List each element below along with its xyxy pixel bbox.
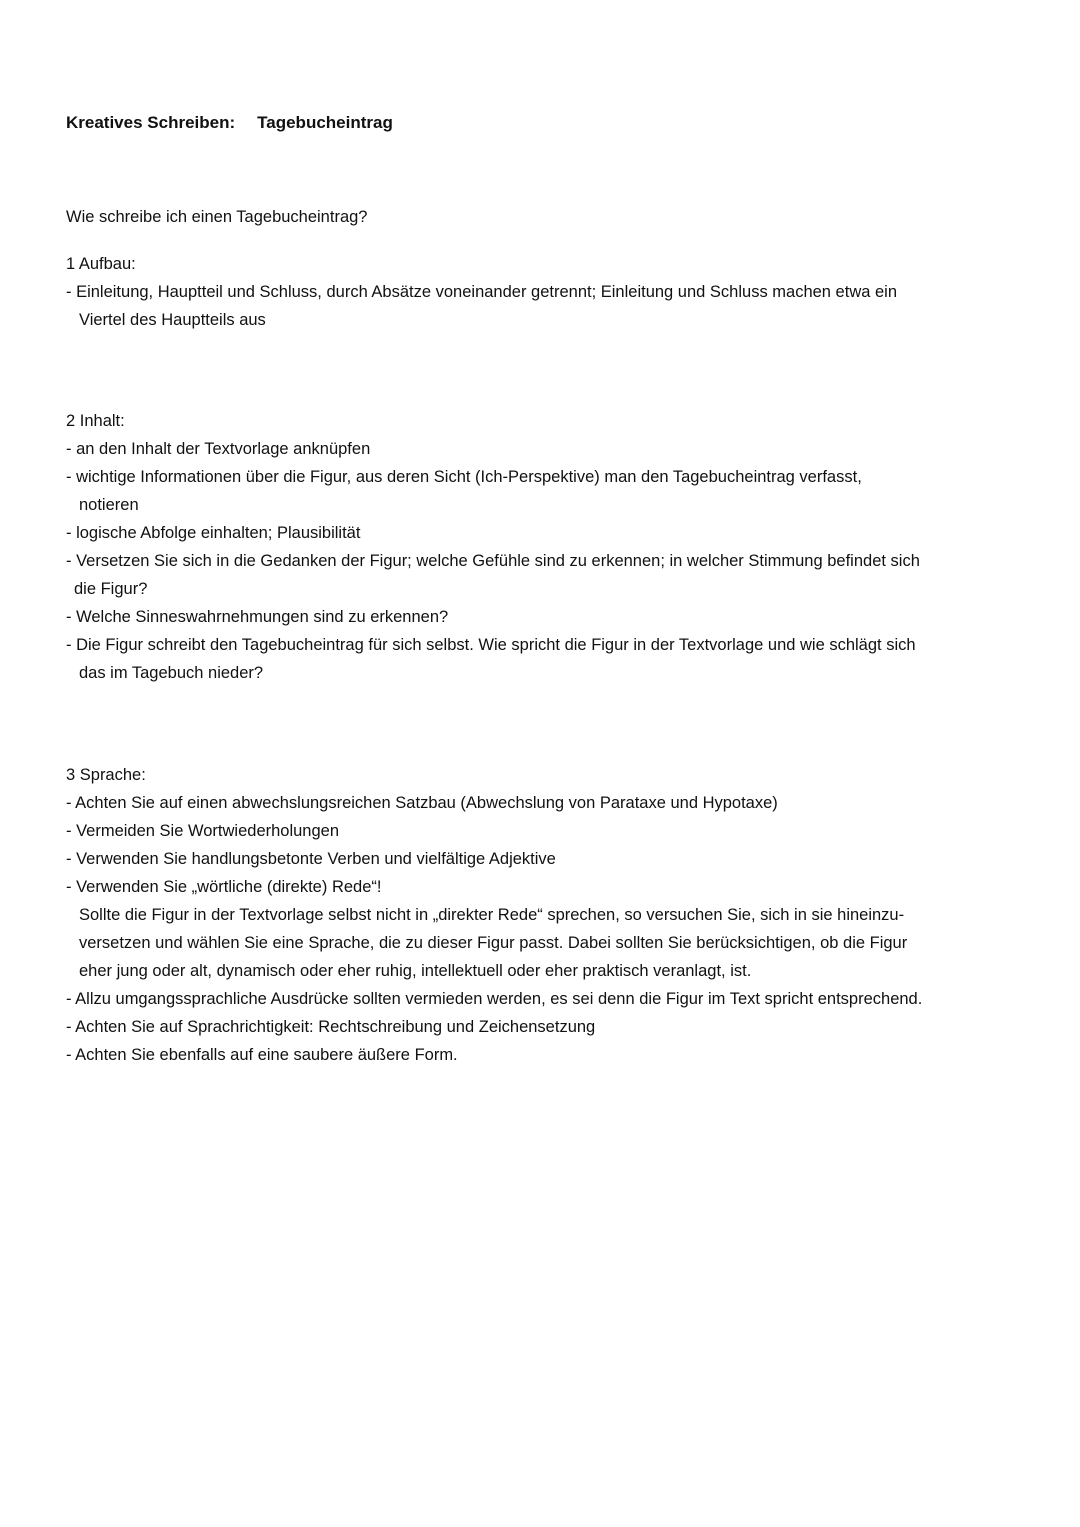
section-heading-aufbau: 1 Aufbau: [66, 255, 136, 273]
list-item: - Vermeiden Sie Wortwiederholungen [66, 822, 340, 840]
title-right: Tagebucheintrag [257, 113, 393, 132]
guiding-question: Wie schreibe ich einen Tagebucheintrag? [66, 208, 368, 226]
list-item-continuation: versetzen und wählen Sie eine Sprache, die zu dieser Figur passt. Dabei sollten Sie berücksichtigen, ob die Figur [79, 934, 908, 952]
list-item-continuation: die Figur? [74, 580, 148, 598]
list-item: - Verwenden Sie handlungsbetonte Verben und vielfältige Adjektive [66, 850, 556, 868]
title-left: Kreatives Schreiben: [66, 113, 236, 132]
document-title [66, 113, 393, 133]
list-item-continuation: eher jung oder alt, dynamisch oder eher ruhig, intellektuell oder eher praktisch veranlagt, ist. [79, 962, 752, 980]
list-item-continuation: Viertel des Hauptteils aus [79, 311, 266, 329]
list-item: - Verwenden Sie „wörtliche (direkte) Rede“! [66, 878, 382, 896]
list-item: - logische Abfolge einhalten; Plausibilität [66, 524, 361, 542]
list-item-continuation: das im Tagebuch nieder? [79, 664, 264, 682]
list-item: - Allzu umgangssprachliche Ausdrücke sollten vermieden werden, es sei denn die Figur im Text spricht entsprechend. [66, 990, 923, 1008]
list-item: - Achten Sie auf einen abwechslungsreichen Satzbau (Abwechslung von Parataxe und Hypotaxe) [66, 794, 778, 812]
section-heading-inhalt: 2 Inhalt: [66, 412, 125, 430]
list-item: - Einleitung, Hauptteil und Schluss, durch Absätze voneinander getrennt; Einleitung und Schluss machen etwa ein [66, 283, 898, 301]
list-item: - Die Figur schreibt den Tagebucheintrag für sich selbst. Wie spricht die Figur in der Textvorlage und wie schlägt sich [66, 636, 916, 654]
list-item: - Achten Sie ebenfalls auf eine saubere äußere Form. [66, 1046, 458, 1064]
list-item: - Versetzen Sie sich in die Gedanken der Figur; welche Gefühle sind zu erkennen; in welcher Stimmung befindet sich [66, 552, 920, 570]
list-item-continuation: Sollte die Figur in der Textvorlage selbst nicht in „direkter Rede“ sprechen, so versuchen Sie, sich in sie hineinzu- [79, 906, 905, 924]
list-item: - an den Inhalt der Textvorlage anknüpfen [66, 440, 371, 458]
list-item: - wichtige Informationen über die Figur, aus deren Sicht (Ich-Perspektive) man den Tagebucheintrag verfasst, [66, 468, 862, 486]
list-item-continuation: notieren [79, 496, 139, 514]
list-item: - Achten Sie auf Sprachrichtigkeit: Rechtschreibung und Zeichensetzung [66, 1018, 596, 1036]
list-item: - Welche Sinneswahrnehmungen sind zu erkennen? [66, 608, 449, 626]
section-heading-sprache: 3 Sprache: [66, 766, 146, 784]
